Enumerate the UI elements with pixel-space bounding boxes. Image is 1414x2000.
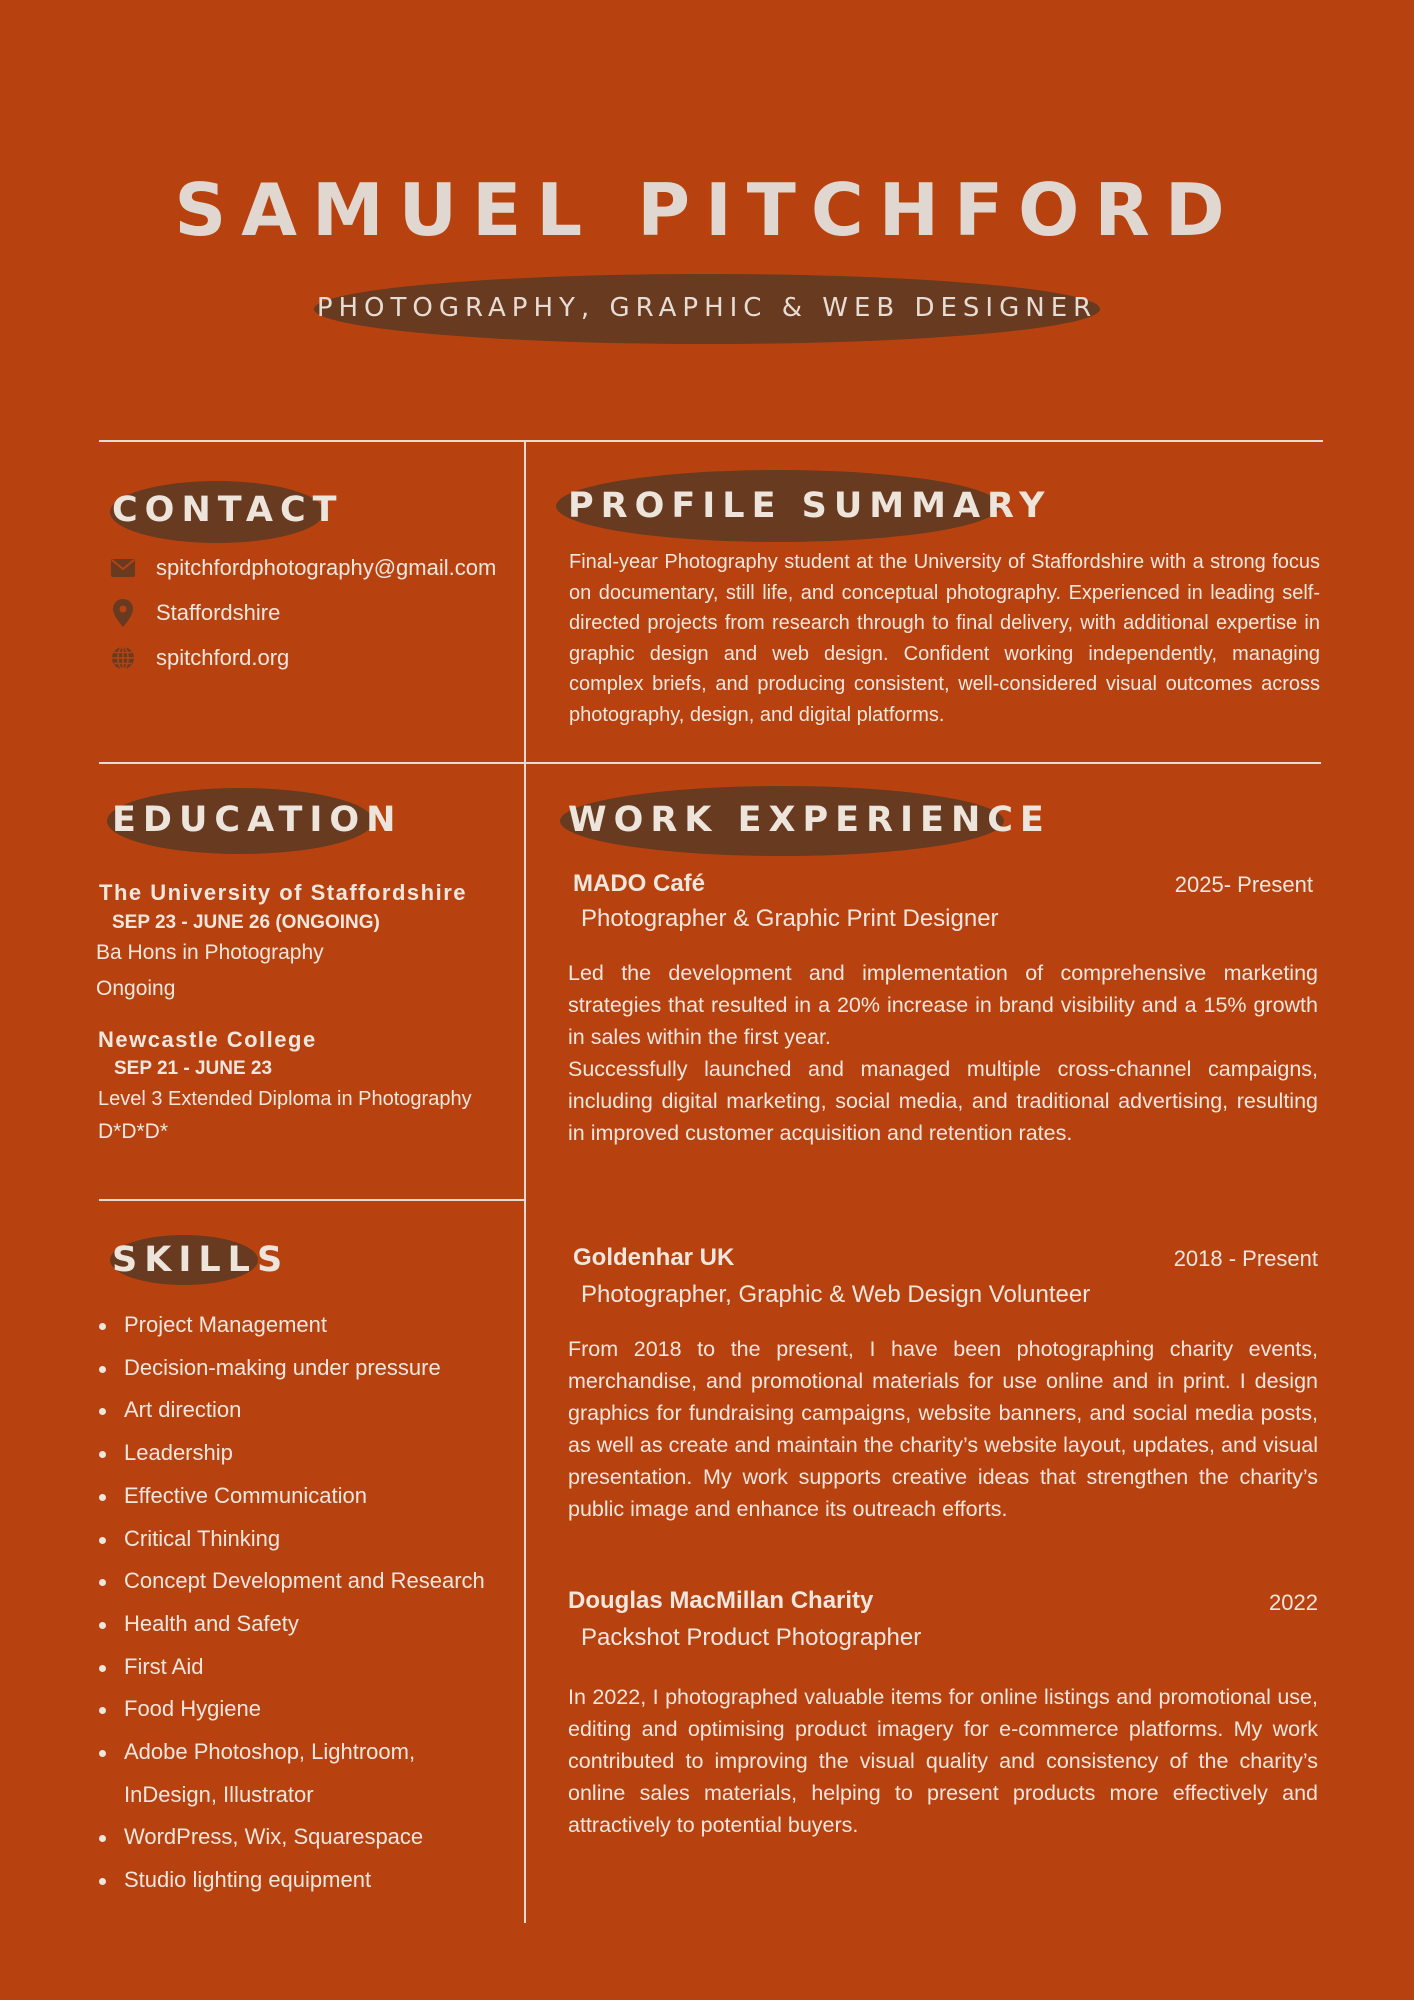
section-divider-left <box>99 1199 525 1201</box>
education-school: The University of Staffordshire <box>99 880 468 905</box>
contact-location-row <box>110 600 280 626</box>
skill-item: Health and Safety <box>124 1603 485 1646</box>
header-divider <box>99 440 1323 442</box>
education-school: Newcastle College <box>98 1027 317 1052</box>
location-pin-icon <box>110 600 136 626</box>
skills-list <box>96 1304 485 1902</box>
profile-heading: PROFILE SUMMARY <box>568 486 1052 526</box>
education-dates: SEP 21 - JUNE 23 <box>114 1058 273 1079</box>
skill-item: Critical Thinking <box>124 1518 485 1561</box>
education-result: Ongoing <box>96 977 176 1000</box>
skill-item: Food Hygiene <box>124 1688 485 1731</box>
skill-item: Decision-making under pressure <box>124 1347 485 1390</box>
candidate-name: SAMUEL PITCHFORD <box>174 168 1240 252</box>
skill-item: First Aid <box>124 1646 485 1689</box>
education-course: Ba Hons in Photography <box>96 941 324 964</box>
contact-email[interactable]: spitchfordphotography@gmail.com <box>156 555 497 580</box>
job-dates: 2022 <box>1269 1590 1318 1615</box>
education-course: Level 3 Extended Diploma in Photography <box>98 1088 472 1110</box>
skill-item: Effective Communication <box>124 1475 485 1518</box>
contact-website-row <box>110 645 289 671</box>
skill-item: Leadership <box>124 1432 485 1475</box>
job-role: Photographer, Graphic & Web Design Volunteer <box>581 1281 1091 1308</box>
skill-item: WordPress, Wix, Squarespace <box>124 1816 485 1859</box>
job-dates: 2025- Present <box>1174 872 1313 897</box>
skills-heading: SKILLS <box>112 1240 290 1280</box>
job-company: MADO Café <box>573 870 706 897</box>
profile-summary: Final-year Photography student at the University of Staffordshire with a strong focus on documentary, still life, and conceptual photography. Experienced in leading self-directed projects from research through to final delivery, with additional expertise in graphic design and web design. Confident working independently, managing complex briefs, and producing consistent, well-considered visual outcomes across photography, design, and digital platforms. <box>569 551 1320 726</box>
job-company: Douglas MacMillan Charity <box>568 1587 874 1614</box>
contact-email-row <box>110 555 496 581</box>
contact-location: Staffordshire <box>156 600 281 625</box>
education-dates: SEP 23 - JUNE 26 (ONGOING) <box>112 912 380 933</box>
globe-icon <box>110 645 136 671</box>
skill-item: Project Management <box>124 1304 485 1347</box>
job-role: Packshot Product Photographer <box>581 1624 922 1651</box>
education-heading: EDUCATION <box>112 800 403 840</box>
skill-item: Studio lighting equipment <box>124 1859 485 1902</box>
job-description: In 2022, I photographed valuable items for online listings and promotional use, editing and optimising product imagery for e-commerce platforms. My work contributed to improving the visual quality and consistency of the charity’s online sales materials, helping to present products more effectively and attractively to potential buyers. <box>568 1685 1318 1837</box>
skill-item: Art direction <box>124 1389 485 1432</box>
experience-heading: WORK EXPERIENCE <box>568 800 1051 840</box>
section-divider-top <box>99 762 1321 764</box>
skill-item: Adobe Photoshop, Lightroom, InDesign, Illustrator <box>124 1731 444 1816</box>
job-title: PHOTOGRAPHY, GRAPHIC & WEB DESIGNER <box>316 293 1098 323</box>
skill-item: Concept Development and Research <box>124 1560 485 1603</box>
column-divider <box>524 441 526 1923</box>
job-company: Goldenhar UK <box>573 1244 735 1271</box>
contact-heading: CONTACT <box>112 490 344 530</box>
job-description: From 2018 to the present, I have been photographing charity events, merchandise, and promotional materials for use online and in print. I design graphics for fundraising campaigns, website banners, and social media posts, as well as create and maintain the charity’s website layout, updates, and visual presentation. My work supports creative ideas that strengthen the charity’s public image and enhance its outreach efforts. <box>568 1337 1318 1521</box>
job-description: Led the development and implementation of comprehensive marketing strategies that resulted in a 20% increase in brand visibility and a 15% growth in sales within the first year. <box>568 961 1318 1049</box>
job-description: Successfully launched and managed multiple cross-channel campaigns, including digital marketing, social media, and traditional advertising, resulting in improved customer acquisition and retention rates. <box>568 1057 1318 1145</box>
email-icon <box>110 555 136 581</box>
job-role: Photographer & Graphic Print Designer <box>581 905 999 932</box>
contact-website[interactable]: spitchford.org <box>156 645 290 670</box>
education-result: D*D*D* <box>98 1120 169 1143</box>
job-dates: 2018 - Present <box>1173 1246 1318 1271</box>
